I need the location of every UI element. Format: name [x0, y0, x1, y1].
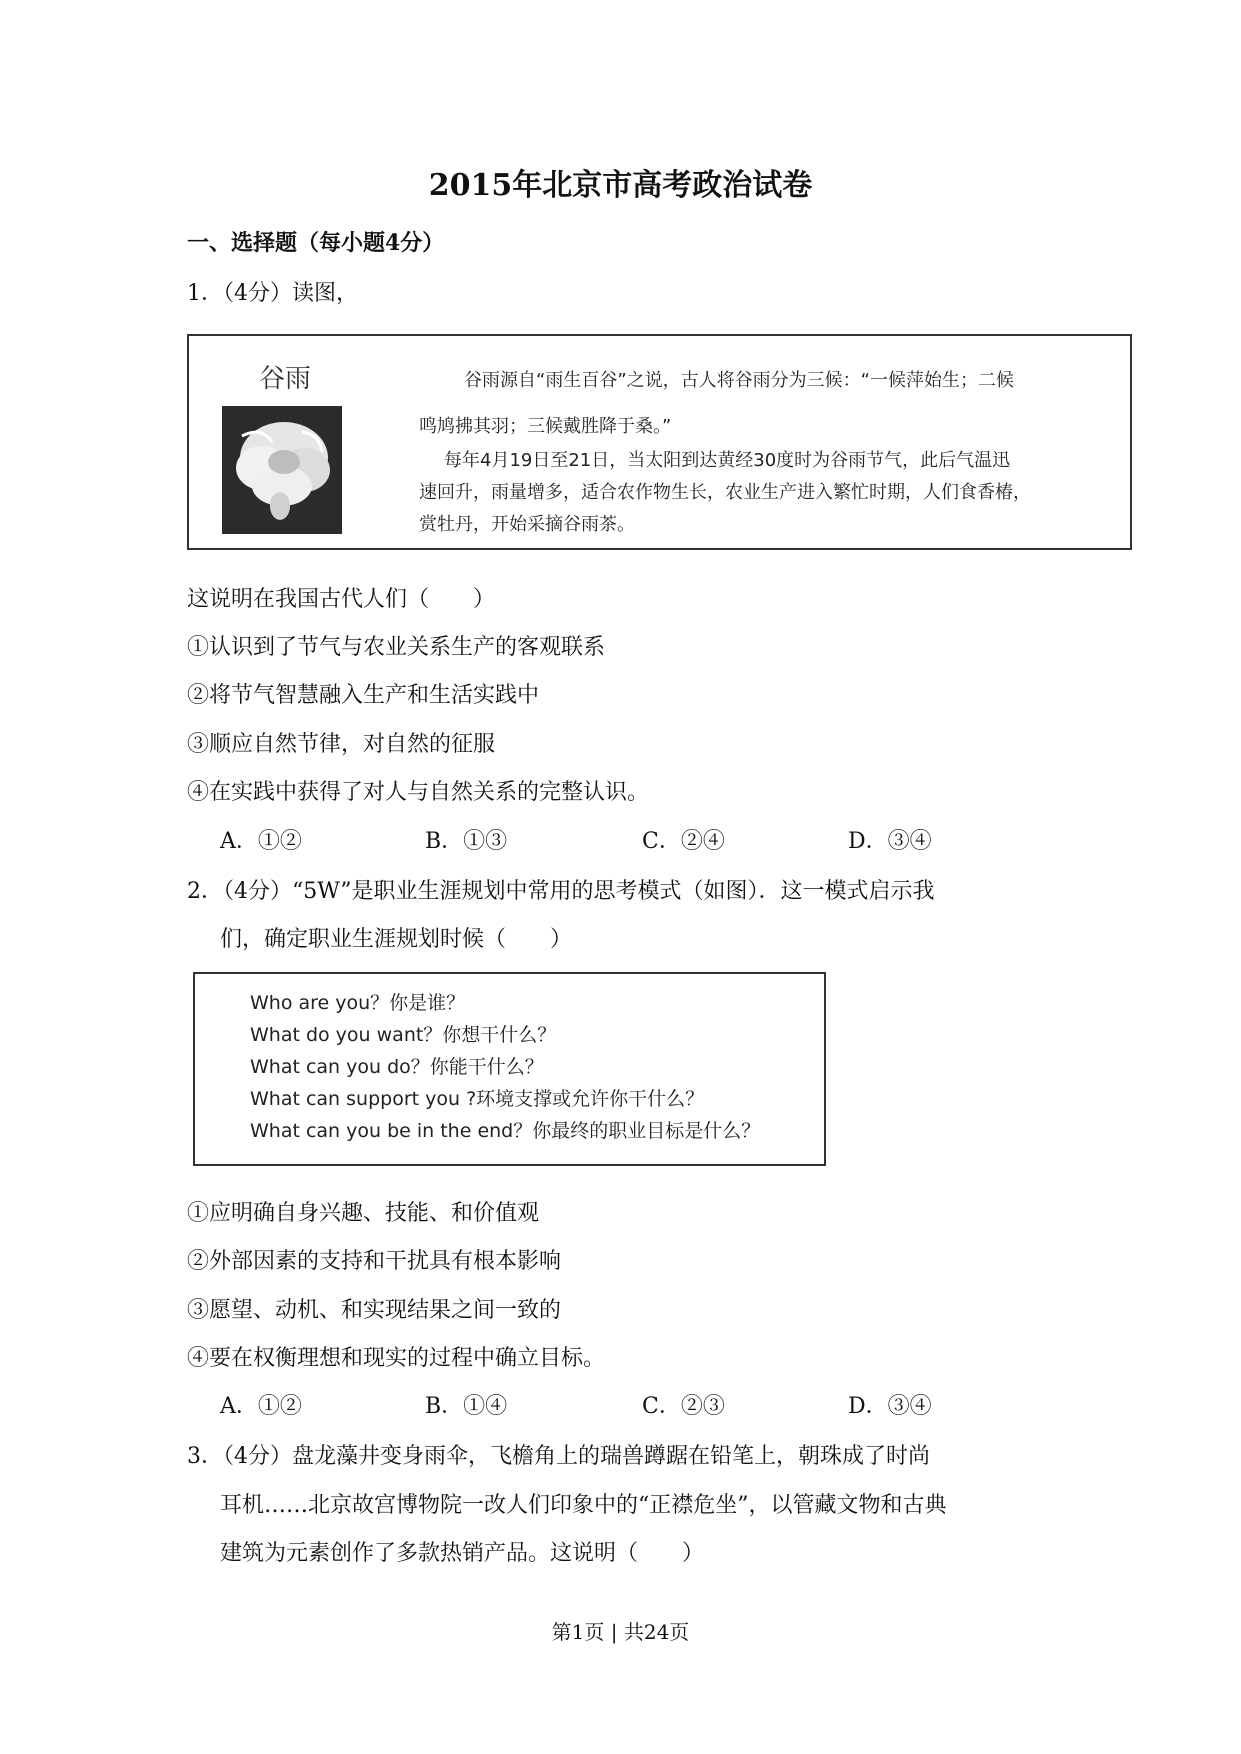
q2-figure-line-3: What can you do？你能干什么？	[250, 1056, 544, 1078]
q1-item-4: ④在实践中获得了对人与自然关系的完整认识。	[187, 780, 650, 805]
q2-option-a[interactable]: A．①②	[220, 1394, 302, 1419]
section-heading: 一、选择题（每小题4分）	[187, 230, 445, 256]
q1-option-b[interactable]: B．①③	[425, 829, 508, 854]
q1-figure-line-4: 速回升，雨量增多，适合农作物生长，农业生产进入繁忙时期，人们食香椿，	[419, 482, 1031, 503]
q2-option-c[interactable]: C．②③	[642, 1394, 725, 1419]
q2-item-4: ④要在权衡理想和现实的过程中确立目标。	[187, 1346, 606, 1371]
q1-option-c[interactable]: C．②④	[642, 829, 725, 854]
peony-icon	[222, 406, 342, 534]
q1-figure-line-2: 鸣鸠拂其羽；三候戴胜降于桑。”	[419, 416, 672, 437]
q2-figure-line-4: What can support you ?环境支撑或允许你干什么？	[250, 1088, 705, 1110]
q1-item-3: ③顺应自然节律，对自然的征服	[187, 732, 496, 757]
q2-stem-line-2: 们，确定职业生涯规划时候（ ）	[220, 927, 573, 952]
q2-item-3: ③愿望、动机、和实现结果之间一致的	[187, 1298, 562, 1323]
q1-item-2: ②将节气智慧融入生产和生活实践中	[187, 683, 540, 708]
q1-figure-line-1: 谷雨源自“雨生百谷”之说，古人将谷雨分为三候：“一候萍始生；二候	[464, 370, 1014, 391]
q2-item-1: ①应明确自身兴趣、技能、和价值观	[187, 1201, 540, 1226]
q2-figure-line-1: Who are you？你是谁？	[250, 992, 466, 1014]
q1-stem: 1．（4分）读图，	[187, 281, 358, 306]
q1-item-1: ①认识到了节气与农业关系生产的客观联系	[187, 635, 606, 660]
q2-figure-line-2: What do you want？你想干什么？	[250, 1024, 557, 1046]
q2-figure-box	[193, 972, 826, 1166]
q3-line-2: 耳机……北京故宫博物院一改人们印象中的“正襟危坐”，以管藏文物和古典	[220, 1493, 947, 1518]
q1-option-a[interactable]: A．①②	[220, 829, 302, 854]
q3-line-3: 建筑为元素创作了多款热销产品。这说明（ ）	[220, 1541, 705, 1566]
q1-figure-box	[187, 334, 1132, 550]
flower-image	[222, 406, 342, 534]
q2-figure-line-5: What can you be in the end？你最终的职业目标是什么？	[250, 1120, 761, 1142]
page-footer: 第1页 | 共24页	[551, 1620, 690, 1644]
q2-option-d[interactable]: D．③④	[848, 1394, 932, 1419]
q1-figure-line-3: 每年4月19日至21日，当太阳到达黄经30度时为谷雨节气，此后气温迅	[444, 450, 1011, 471]
q1-option-d[interactable]: D．③④	[848, 829, 932, 854]
page-title: 2015年北京市高考政治试卷	[428, 168, 813, 203]
q3-line-1: 3．（4分）盘龙藻井变身雨伞，飞檐角上的瑞兽蹲踞在铅笔上，朝珠成了时尚	[187, 1444, 930, 1469]
q1-figure-line-5: 赏牡丹，开始采摘谷雨茶。	[419, 514, 635, 535]
q1-figure-heading: 谷雨	[259, 364, 312, 394]
q1-question: 这说明在我国古代人们（ ）	[187, 587, 496, 612]
q2-stem-line-1: 2．（4分）“5W”是职业生涯规划中常用的思考模式（如图）．这一模式启示我	[187, 879, 935, 904]
q2-option-b[interactable]: B．①④	[425, 1394, 508, 1419]
q2-item-2: ②外部因素的支持和干扰具有根本影响	[187, 1249, 562, 1274]
